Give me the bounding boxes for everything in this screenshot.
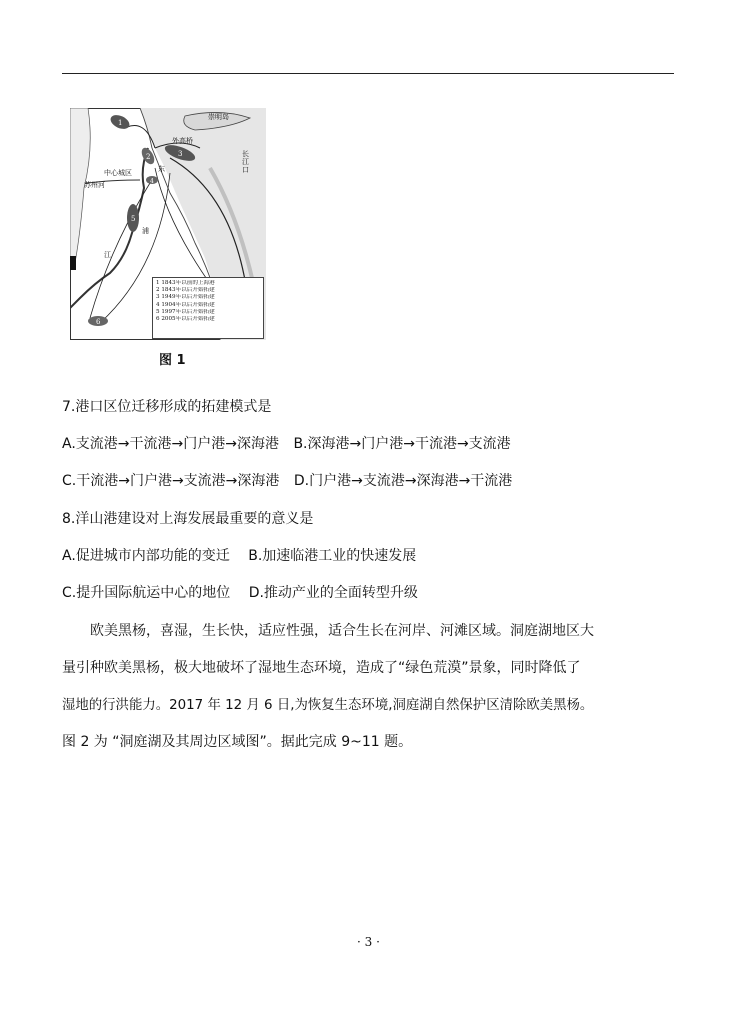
label-jiang: 江	[104, 251, 111, 259]
map-legend	[152, 277, 264, 339]
figure-1-caption: 图 1	[159, 353, 186, 368]
q7-option-c[interactable]: C.干流港→门户港→支流港→深海港	[62, 473, 280, 489]
legend-item: 4 1904年以后开始拓建	[156, 301, 215, 308]
label-changjiang: 长 江 口	[242, 150, 249, 174]
port-number-5: 5	[131, 215, 136, 223]
label-pu: 浦	[142, 227, 149, 235]
port-number-4: 4	[150, 178, 154, 185]
port-number-1: 1	[118, 119, 123, 127]
question-8-options-row1	[62, 545, 416, 565]
question-8-stem: 8.洋山港建设对上海发展最重要的意义是	[62, 511, 314, 527]
q8-option-c[interactable]: C.提升国际航运中心的地位	[62, 585, 231, 601]
label-waigaoqiao: 外高桥	[172, 137, 193, 145]
question-7-stem: 7.港口区位迁移形成的拓建模式是	[62, 399, 272, 415]
passage-line-4: 图 2 为 “洞庭湖及其周边区域图”。据此完成 9~11 题。	[62, 734, 413, 750]
label-chongming: 崇明岛	[208, 113, 229, 121]
legend-item: 6 2005年以后开始拓建	[156, 316, 215, 323]
q8-option-a[interactable]: A.促进城市内部功能的变迁	[62, 548, 230, 564]
passage-line-1: 欧美黑杨，喜湿，生长快，适应性强，适合生长在河岸、河滩区域。洞庭湖地区大	[90, 623, 594, 639]
q7-option-b[interactable]: B.深海港→门户港→干流港→支流港	[293, 436, 511, 452]
q7-option-d[interactable]: D.门户港→支流港→深海港→干流港	[293, 473, 513, 489]
q7-option-a[interactable]: A.支流港→干流港→门户港→深海港	[62, 436, 279, 452]
header-rule	[62, 73, 674, 74]
question-7-options-row2	[62, 470, 512, 490]
legend-item: 3 1949年以后开始拓建	[156, 294, 215, 301]
label-pudong: 东	[158, 165, 165, 173]
legend-item: 2 1843年以后开始拓建	[156, 287, 215, 294]
label-center: 中心城区	[104, 169, 132, 177]
port-number-6a: 6	[96, 318, 101, 326]
passage-line-3: 湿地的行洪能力。2017 年 12 月 6 日,为恢复生态环境,洞庭湖自然保护区清除欧美黑杨。	[62, 698, 594, 713]
question-7-options-row1	[62, 433, 511, 453]
label-suzhouhe: 苏州河	[84, 181, 105, 189]
legend-item: 5 1997年以后开始拓建	[156, 308, 215, 315]
question-8-options-row2	[62, 582, 418, 602]
page-number: · 3 ·	[357, 935, 380, 949]
q8-option-d[interactable]: D.推动产业的全面转型升级	[248, 585, 418, 601]
port-number-2: 2	[146, 153, 151, 161]
legend-item: 1 1843年以前的上海港	[156, 280, 215, 286]
passage-line-2: 量引种欧美黑杨，极大地破坏了湿地生态环境，造成了“绿色荒漠”景象，同时降低了	[62, 660, 581, 676]
q8-option-b[interactable]: B.加速临港工业的快速发展	[248, 548, 417, 564]
port-number-3: 3	[178, 150, 183, 158]
